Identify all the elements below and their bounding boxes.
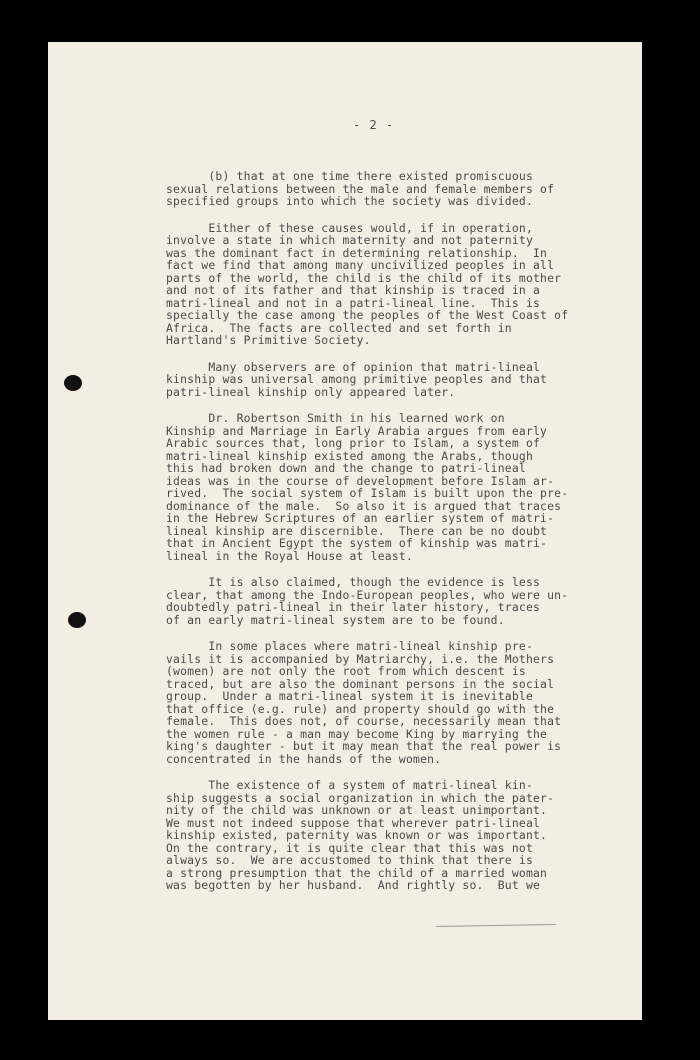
- text-line: In some places where matri-lineal kinship pre-: [166, 639, 534, 653]
- text-line: On the contrary, it is quite clear that this was not: [166, 840, 534, 855]
- text-line: in the Hebrew Scriptures of an earlier system of matri-: [166, 511, 555, 525]
- text-line: lineal in the Royal House at least.: [166, 548, 414, 563]
- text-line: It is also claimed, though the evidence is less: [166, 575, 541, 589]
- paragraph: [166, 222, 606, 347]
- text-line: (b) that at one time there existed promiscuous: [166, 169, 534, 183]
- text-line: vails it is accompanied by Matriarchy, i.e. the Mothers: [166, 651, 555, 666]
- paragraph: [166, 576, 606, 626]
- paragraph: [166, 412, 606, 562]
- text-line: The existence of a system of matri-lineal kin-: [166, 778, 534, 792]
- text-line: concentrated in the hands of the women.: [166, 751, 442, 766]
- text-line: sexual relations between the male and female members of: [166, 181, 555, 196]
- text-line: Dr. Robertson Smith in his learned work on: [166, 411, 505, 425]
- text-line: female. This does not, of course, necessarily mean that: [166, 714, 562, 728]
- text-line: was the dominant fact in determining relationship. In: [166, 245, 548, 260]
- text-line: dominance of the male. So also it is argued that traces: [166, 498, 562, 513]
- page-number: - 2 -: [353, 118, 395, 132]
- text-line: Arabic sources that, long prior to Islam, a system of: [166, 436, 541, 450]
- text-line: the women rule - a man may become King by marrying the: [166, 726, 548, 741]
- pencil-underline: [436, 924, 556, 927]
- text-line: Either of these causes would, if in operation,: [166, 220, 534, 235]
- text-line: Hartland's Primitive Society.: [166, 333, 371, 347]
- text-line: Kinship and Marriage in Early Arabia argues from early: [166, 423, 548, 438]
- text-line: involve a state in which maternity and not paternity: [166, 233, 534, 247]
- paragraph: [166, 170, 606, 208]
- text-line: (women) are not only the root from which descent is: [166, 664, 526, 678]
- text-line: of an early matri-lineal system are to be found.: [166, 612, 505, 627]
- text-line: patri-lineal kinship only appeared later.: [166, 384, 456, 399]
- paragraph: [166, 361, 606, 399]
- text-line: matri-lineal and not in a patri-lineal line. This is: [166, 295, 541, 310]
- text-line: specially the case among the peoples of the West Coast of: [166, 308, 569, 322]
- text-line: kinship was universal among primitive peoples and that: [166, 372, 548, 386]
- punch-hole: [68, 612, 86, 628]
- text-line: a strong presumption that the child of a married woman: [166, 865, 548, 880]
- text-line: and not of its father and that kinship is traced in a: [166, 283, 541, 297]
- text-line: fact we find that among many uncivilized peoples in all: [166, 258, 555, 272]
- text-line: was begotten by her husband. And rightly so. But we: [166, 878, 541, 892]
- document-page: [48, 42, 642, 1020]
- text-line: that office (e.g. rule) and property should go with the: [166, 701, 555, 716]
- text-line: kinship existed, paternity was known or was important.: [166, 828, 548, 842]
- text-line: Africa. The facts are collected and set forth in: [166, 320, 512, 335]
- text-line: always so. We are accustomed to think that there is: [166, 853, 534, 867]
- text-line: parts of the world, the child is the child of its mother: [166, 270, 562, 285]
- text-line: group. Under a matri-lineal system it is inevitable: [166, 689, 534, 703]
- text-line: that in Ancient Egypt the system of kinship was matri-: [166, 536, 548, 550]
- body-text: [166, 170, 606, 906]
- text-line: ship suggests a social organization in which the pater-: [166, 790, 555, 805]
- text-line: Many observers are of opinion that matri-lineal: [166, 359, 541, 374]
- text-line: doubtedly patri-lineal in their later history, traces: [166, 600, 541, 614]
- text-line: clear, that among the Indo-European peoples, who were un-: [166, 587, 569, 602]
- punch-hole: [64, 375, 82, 391]
- text-line: king's daughter - but it may mean that the real power is: [166, 739, 562, 753]
- text-line: We must not indeed suppose that wherever patri-lineal: [166, 815, 541, 830]
- text-line: this had broken down and the change to patri-lineal: [166, 461, 526, 475]
- paragraph: [166, 779, 606, 892]
- text-line: lineal kinship are discernible. There can be no doubt: [166, 523, 548, 538]
- paragraph: [166, 640, 606, 765]
- text-line: nity of the child was unknown or at least unimportant.: [166, 803, 548, 817]
- text-line: specified groups into which the society was divided.: [166, 194, 534, 208]
- text-line: ideas was in the course of development before Islam ar-: [166, 473, 555, 488]
- text-line: rived. The social system of Islam is built upon the pre-: [166, 486, 569, 500]
- text-line: traced, but are also the dominant persons in the social: [166, 676, 555, 691]
- text-line: matri-lineal kinship existed among the Arabs, though: [166, 448, 534, 463]
